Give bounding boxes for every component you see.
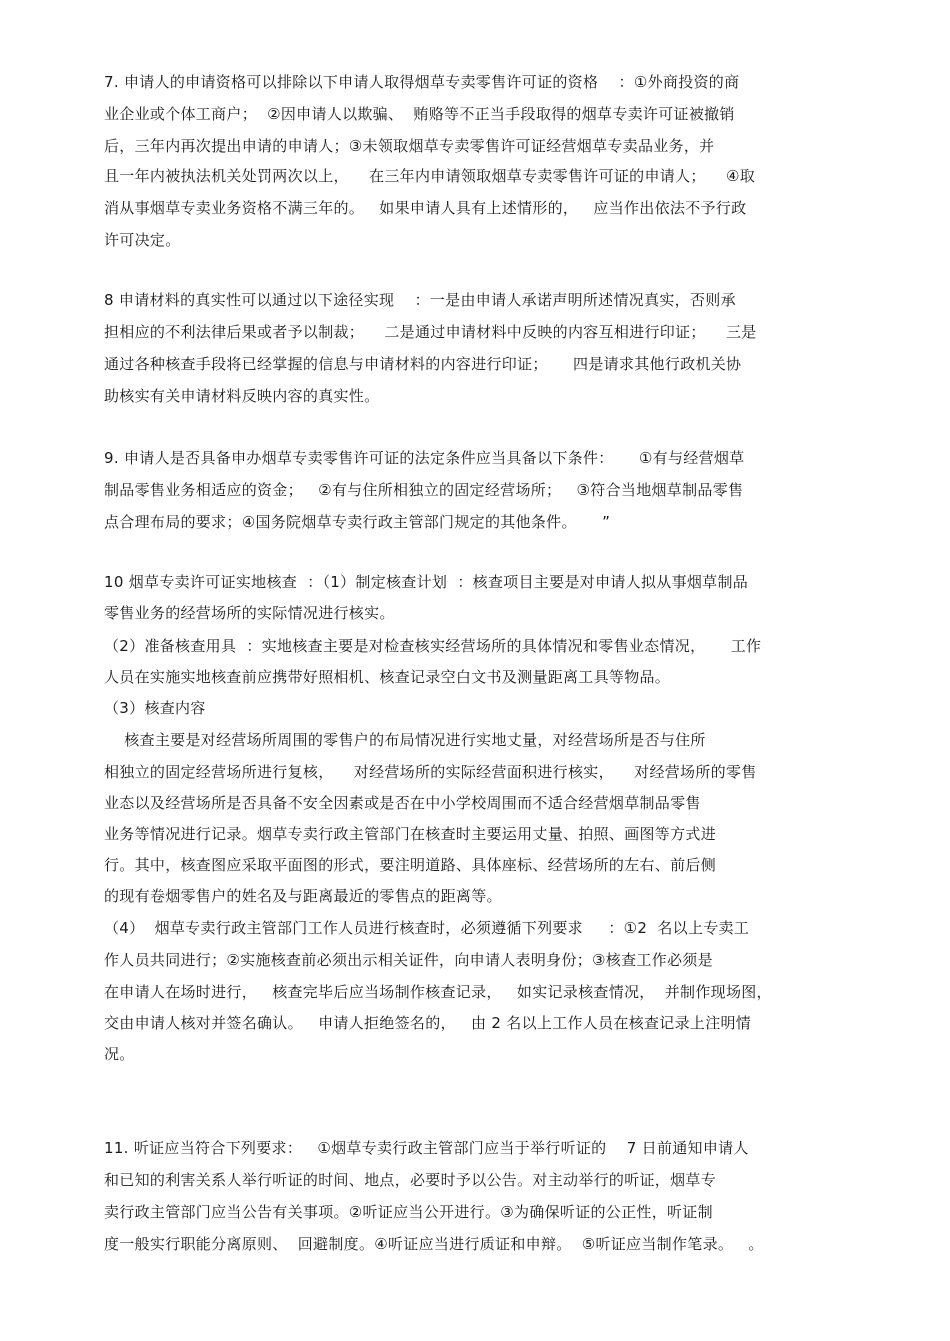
text-line: 通过各种核查手段将已经掌握的信息与申请材料的内容进行印证； 四是请求其他行政机关协: [104, 355, 742, 373]
text-line: 11. 听证应当符合下列要求： ①烟草专卖行政主管部门应当于举行听证的 7 日前通知申请人: [104, 1139, 749, 1157]
text-line: 零售业务的经营场所的实际情况进行核实。: [104, 604, 395, 622]
text-line: 核查主要是对经营场所周围的零售户的布局情况进行实地丈量，对经营场所是否与住所: [104, 731, 706, 749]
text-line: 度一般实行职能分离原则、 回避制度。④听证应当进行质证和申辩。 ⑤听证应当制作笔录。 。: [104, 1235, 764, 1253]
text-line: 8 申请材料的真实性可以通过以下途径实现 ：一是由申请人承诺声明所述情况真实，否则承: [104, 291, 736, 309]
text-line: 9. 申请人是否具备申办烟草专卖零售许可证的法定条件应当具备以下条件： ①有与经营烟草: [104, 449, 745, 467]
text-line: 许可决定。: [104, 231, 181, 249]
text-line: 业态以及经营场所是否具备不安全因素或是否在中小学校周围而不适合经营烟草制品零售: [104, 794, 701, 812]
text-line: 在申请人在场时进行， 核查完毕后应当场制作核查记录， 如实记录核查情况， 并制作现场图，: [104, 983, 772, 1001]
text-line: 行。其中，核查图应采取平面图的形式，要注明道路、具体座标、经营场所的左右、前后侧: [104, 856, 717, 874]
text-line: 10 烟草专卖许可证实地核查 ：（1）制定核查计划 ：核查项目主要是对申请人拟从事烟草制品: [104, 573, 749, 591]
text-line: 消从事烟草专卖业务资格不满三年的。 如果申请人具有上述情形的， 应当作出依法不予行政: [104, 199, 747, 217]
text-line: （2）准备核查用具 ：实地核查主要是对检查核实经营场所的具体情况和零售业态情况， 工作: [104, 637, 762, 655]
text-line: 卖行政主管部门应当公告有关事项。②听证应当公开进行。③为确保听证的公正性，听证制: [104, 1203, 713, 1221]
text-line: 业务等情况进行记录。烟草专卖行政主管部门在核查时主要运用丈量、拍照、画图等方式进: [104, 825, 717, 843]
text-line: 制品零售业务相适应的资金； ②有与住所相独立的固定经营场所； ③符合当地烟草制品零售: [104, 481, 744, 499]
text-line: 点合理布局的要求；④国务院烟草专卖行政主管部门规定的其他条件。 ”: [104, 513, 611, 531]
text-line: 的现有卷烟零售户的姓名及与距离最近的零售点的距离等。: [104, 887, 502, 905]
text-line: 人员在实施实地核查前应携带好照相机、核查记录空白文书及测量距离工具等物品。: [104, 668, 671, 686]
text-line: 担相应的不利法律后果或者予以制裁； 二是通过申请材料中反映的内容互相进行印证； 三是: [104, 323, 757, 341]
text-line: （3）核查内容: [104, 699, 206, 717]
text-line: 相独立的固定经营场所进行复核， 对经营场所的实际经营面积进行核实， 对经营场所的零售: [104, 763, 757, 781]
text-line: 和已知的利害关系人举行听证的时间、地点，必要时予以公告。对主动举行的听证，烟草专: [104, 1171, 717, 1189]
text-line: 7. 申请人的申请资格可以排除以下申请人取得烟草专卖零售许可证的资格 ：①外商投资的商: [104, 73, 740, 91]
text-line: 交由申请人核对并签名确认。 申请人拒绝签名的， 由 2 名以上工作人员在核查记录上注明情: [104, 1014, 752, 1032]
text-line: 况。: [104, 1045, 135, 1063]
text-line: 且一年内被执法机关处罚两次以上， 在三年内申请领取烟草专卖零售许可证的申请人； ④取: [104, 167, 755, 185]
text-line: （4） 烟草专卖行政主管部门工作人员进行核查时，必须遵循下列要求 ：①2 名以上专卖工: [104, 919, 750, 937]
text-line: 业企业或个体工商户； ②因申请人以欺骗、 贿赂等不正当手段取得的烟草专卖许可证被撤销: [104, 105, 735, 123]
text-line: 后，三年内再次提出申请的申请人；③未领取烟草专卖零售许可证经营烟草专卖品业务，并: [104, 137, 715, 155]
text-line: 作人员共同进行；②实施核查前必须出示相关证件，向申请人表明身份；③核查工作必须是: [104, 951, 713, 969]
text-line: 助核实有关申请材料反映内容的真实性。: [104, 387, 380, 405]
